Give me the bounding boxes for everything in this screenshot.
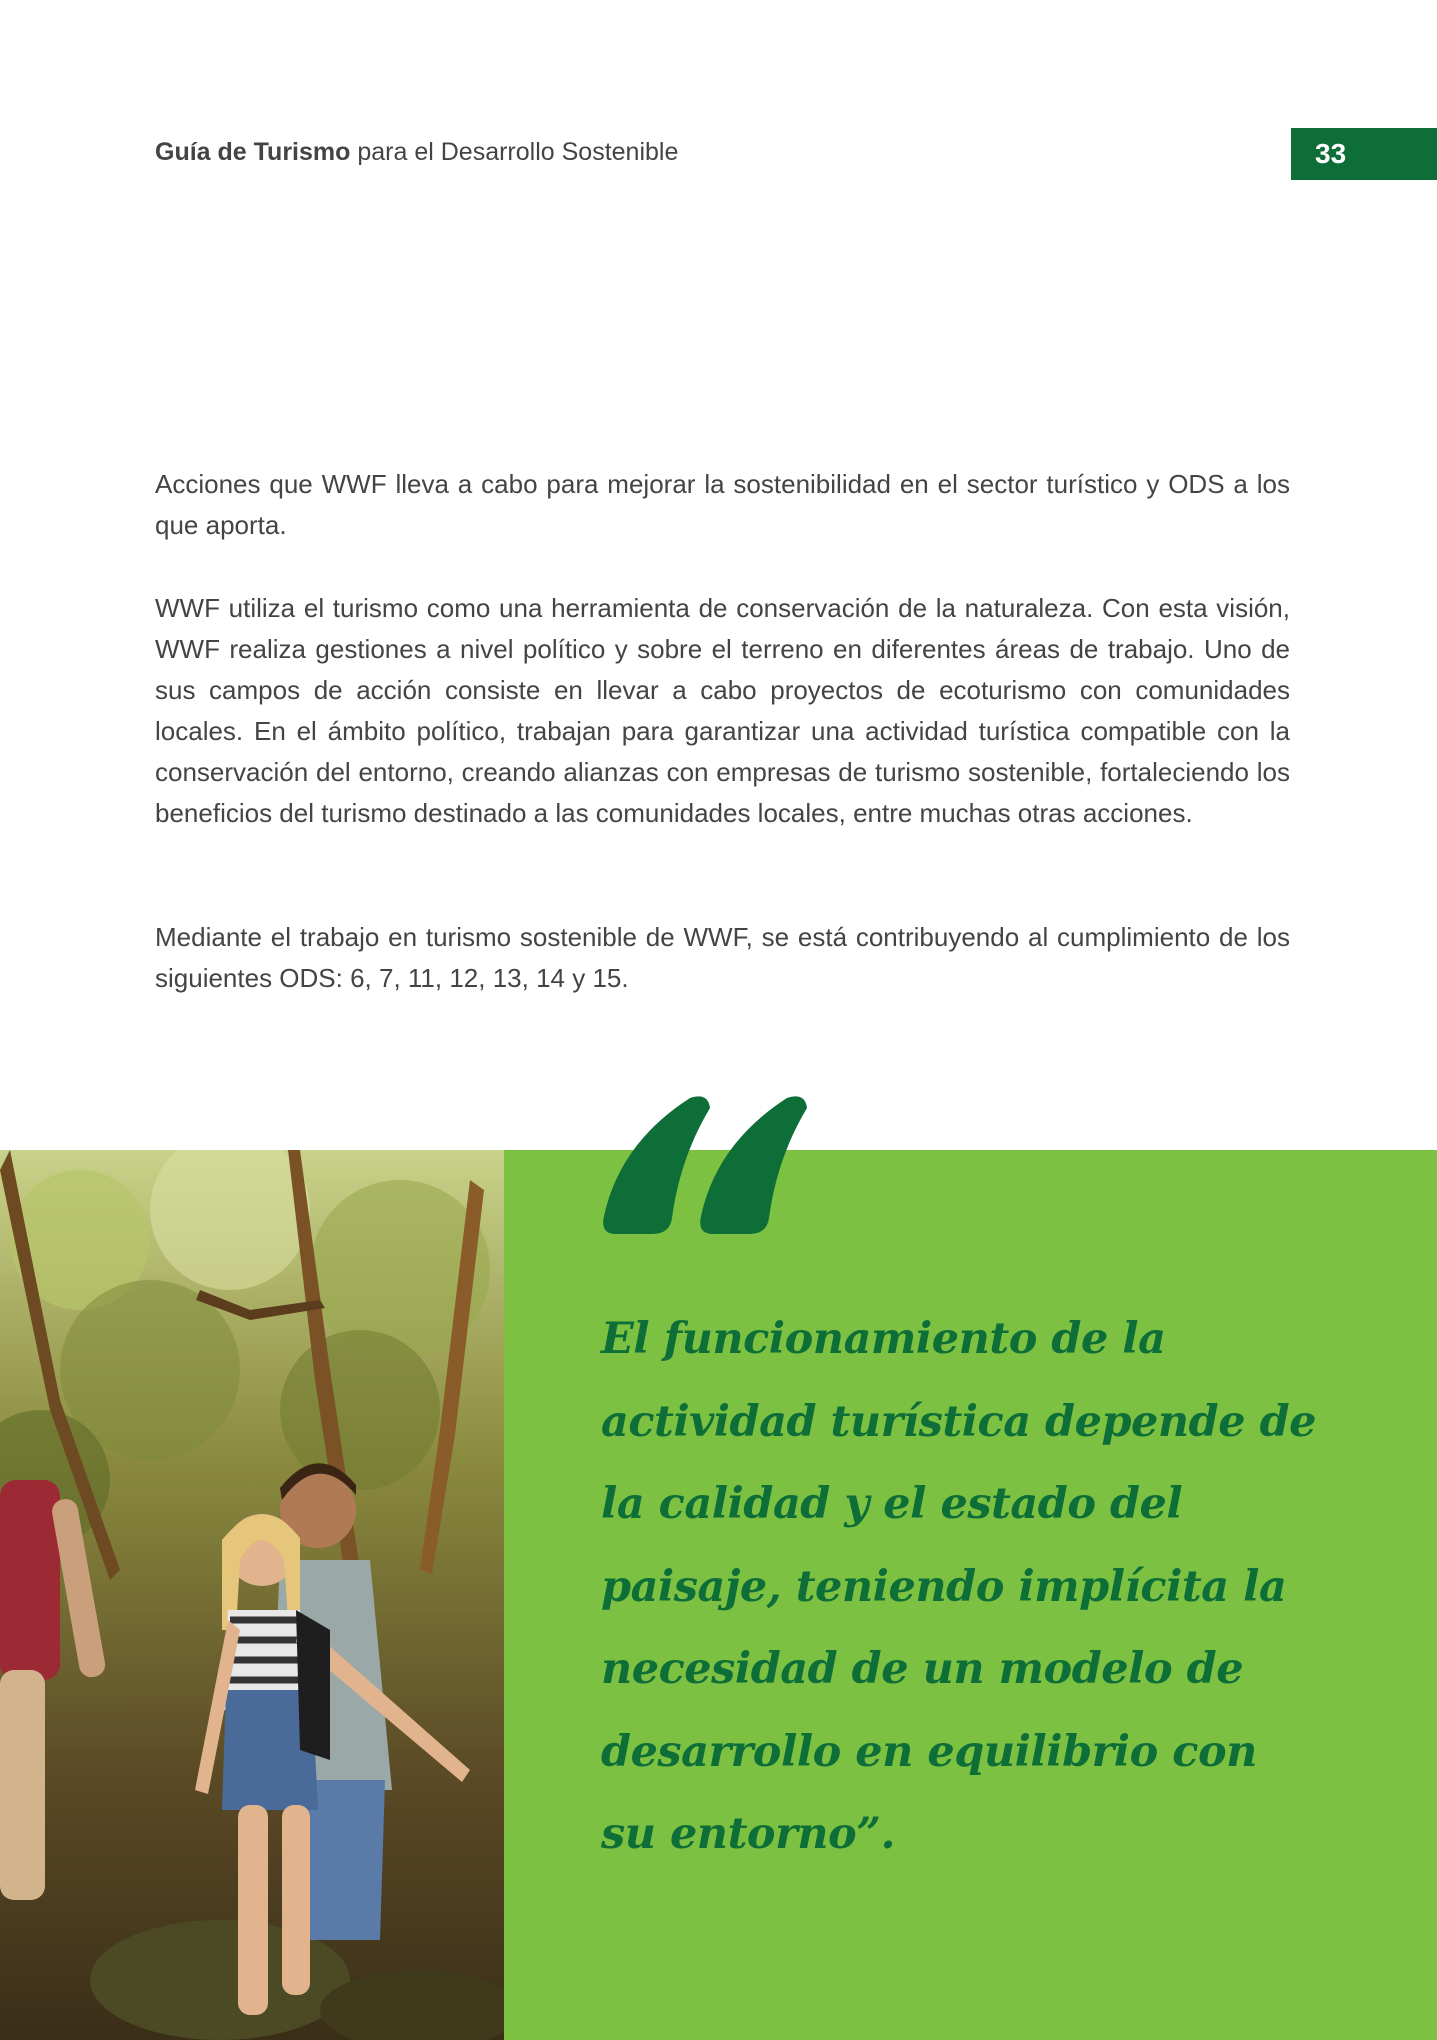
intro-paragraph: Acciones que WWF lleva a cabo para mejorar la sostenibilidad en el sector turístico y ODS a los que aporta. xyxy=(155,469,1290,540)
header-title-bold: Guía de Turismo xyxy=(155,138,351,166)
ods-paragraph: Mediante el trabajo en turismo sostenible de WWF, se está contribuyendo al cumplimiento de los siguientes ODS: 6, 7, 11, 12, 13, 14 y 15. xyxy=(155,922,1290,993)
hikers-photo xyxy=(0,1150,504,2040)
header-title-rest: para el Desarrollo Sostenible xyxy=(350,138,679,166)
running-header xyxy=(155,138,678,167)
pull-quote: El funcionamiento de la actividad turística depende de la calidad y el estado del paisaje, teniendo implícita la necesidad de un modelo de desarrollo en equilibrio con su entorno”. xyxy=(601,1314,1316,1859)
page-number: 33 xyxy=(1291,128,1437,180)
quote-mark-icon xyxy=(600,1088,820,1238)
body-paragraph: WWF utiliza el turismo como una herramienta de conservación de la naturaleza. Con esta visión, WWF realiza gestiones a nivel político y sobre el terreno en diferentes áreas de trabajo. Uno de sus campos de acción consiste en llevar a cabo proyectos de ecoturismo con comunidades locales. En el ámbito político, trabajan para garantizar una actividad turística compatible con la conservación del entorno, creando alianzas con empresas de turismo sostenible, fortaleciendo los beneficios del turismo destinado a las comunidades locales, entre muchas otras acciones. xyxy=(155,593,1290,828)
